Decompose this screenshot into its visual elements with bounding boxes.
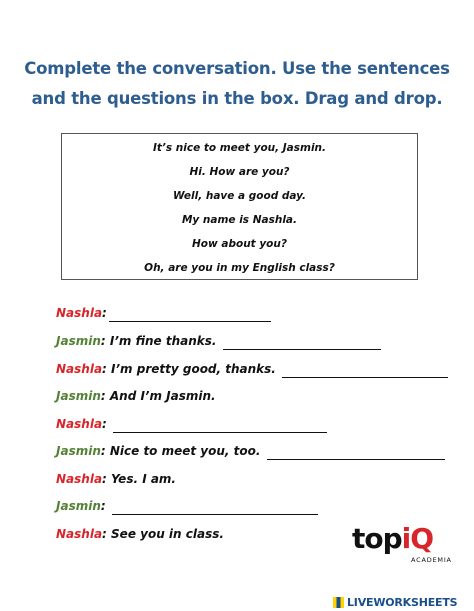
line-text: And I’m Jasmin. <box>109 389 216 403</box>
conversation-line: Nashla: I’m pretty good, thanks. <box>56 360 448 378</box>
speaker-name: Nashla <box>56 306 103 320</box>
speaker-name: Jasmin <box>56 444 101 458</box>
footer-brand: LIVEWORKSHEETS <box>347 595 458 609</box>
instructions <box>0 54 474 114</box>
speaker-name: Nashla <box>56 527 103 541</box>
line-text: Yes. I am. <box>111 472 176 486</box>
conversation-line: Jasmin: <box>56 497 318 515</box>
draggable-sentence[interactable]: It’s nice to meet you, Jasmin. <box>152 142 327 154</box>
line-text: I’m fine thanks. <box>109 334 217 348</box>
conversation-line: Jasmin: And I’m Jasmin. <box>56 389 216 403</box>
speaker-name: Nashla <box>56 472 103 486</box>
conversation-line: Nashla: <box>56 304 271 322</box>
speaker-name: Jasmin <box>56 334 101 348</box>
logo-text-top: top <box>352 522 402 555</box>
draggable-sentence[interactable]: Hi. How are you? <box>189 166 290 178</box>
logo-subtitle: ACADEMIA <box>411 556 452 564</box>
drop-blank[interactable] <box>282 364 448 378</box>
word-box <box>61 133 418 280</box>
drop-blank[interactable] <box>223 336 381 350</box>
liveworksheets-icon <box>333 597 344 608</box>
liveworksheets-footer[interactable] <box>333 595 457 609</box>
draggable-sentence[interactable]: Oh, are you in my English class? <box>144 262 335 274</box>
conversation-line: Nashla: Yes. I am. <box>56 472 176 486</box>
draggable-sentence[interactable]: My name is Nashla. <box>181 214 297 226</box>
speaker-name: Nashla <box>56 362 103 376</box>
conversation-line: Nashla: <box>56 415 327 433</box>
logo-text-iq: iQ <box>401 522 434 555</box>
drop-blank[interactable] <box>267 446 445 460</box>
speaker-name: Jasmin <box>56 389 101 403</box>
line-text: Nice to meet you, too. <box>109 444 261 458</box>
draggable-sentence[interactable]: Well, have a good day. <box>172 190 307 202</box>
drop-blank[interactable] <box>113 419 327 433</box>
speaker-name: Nashla <box>56 417 103 431</box>
topiq-logo <box>352 522 452 574</box>
instructions-line-1: Complete the conversation. Use the sentences <box>24 59 450 78</box>
speaker-name: Jasmin <box>56 499 101 513</box>
conversation-line: Jasmin: Nice to meet you, too. <box>56 442 445 460</box>
drop-blank[interactable] <box>109 308 271 322</box>
drop-blank[interactable] <box>112 501 318 515</box>
line-text: I’m pretty good, thanks. <box>111 362 276 376</box>
line-text: See you in class. <box>111 527 224 541</box>
conversation-line: Nashla: See you in class. <box>56 527 224 541</box>
draggable-sentence[interactable]: How about you? <box>192 238 287 250</box>
instructions-line-2: and the questions in the box. Drag and drop. <box>31 89 443 108</box>
conversation-line: Jasmin: I’m fine thanks. <box>56 332 381 350</box>
